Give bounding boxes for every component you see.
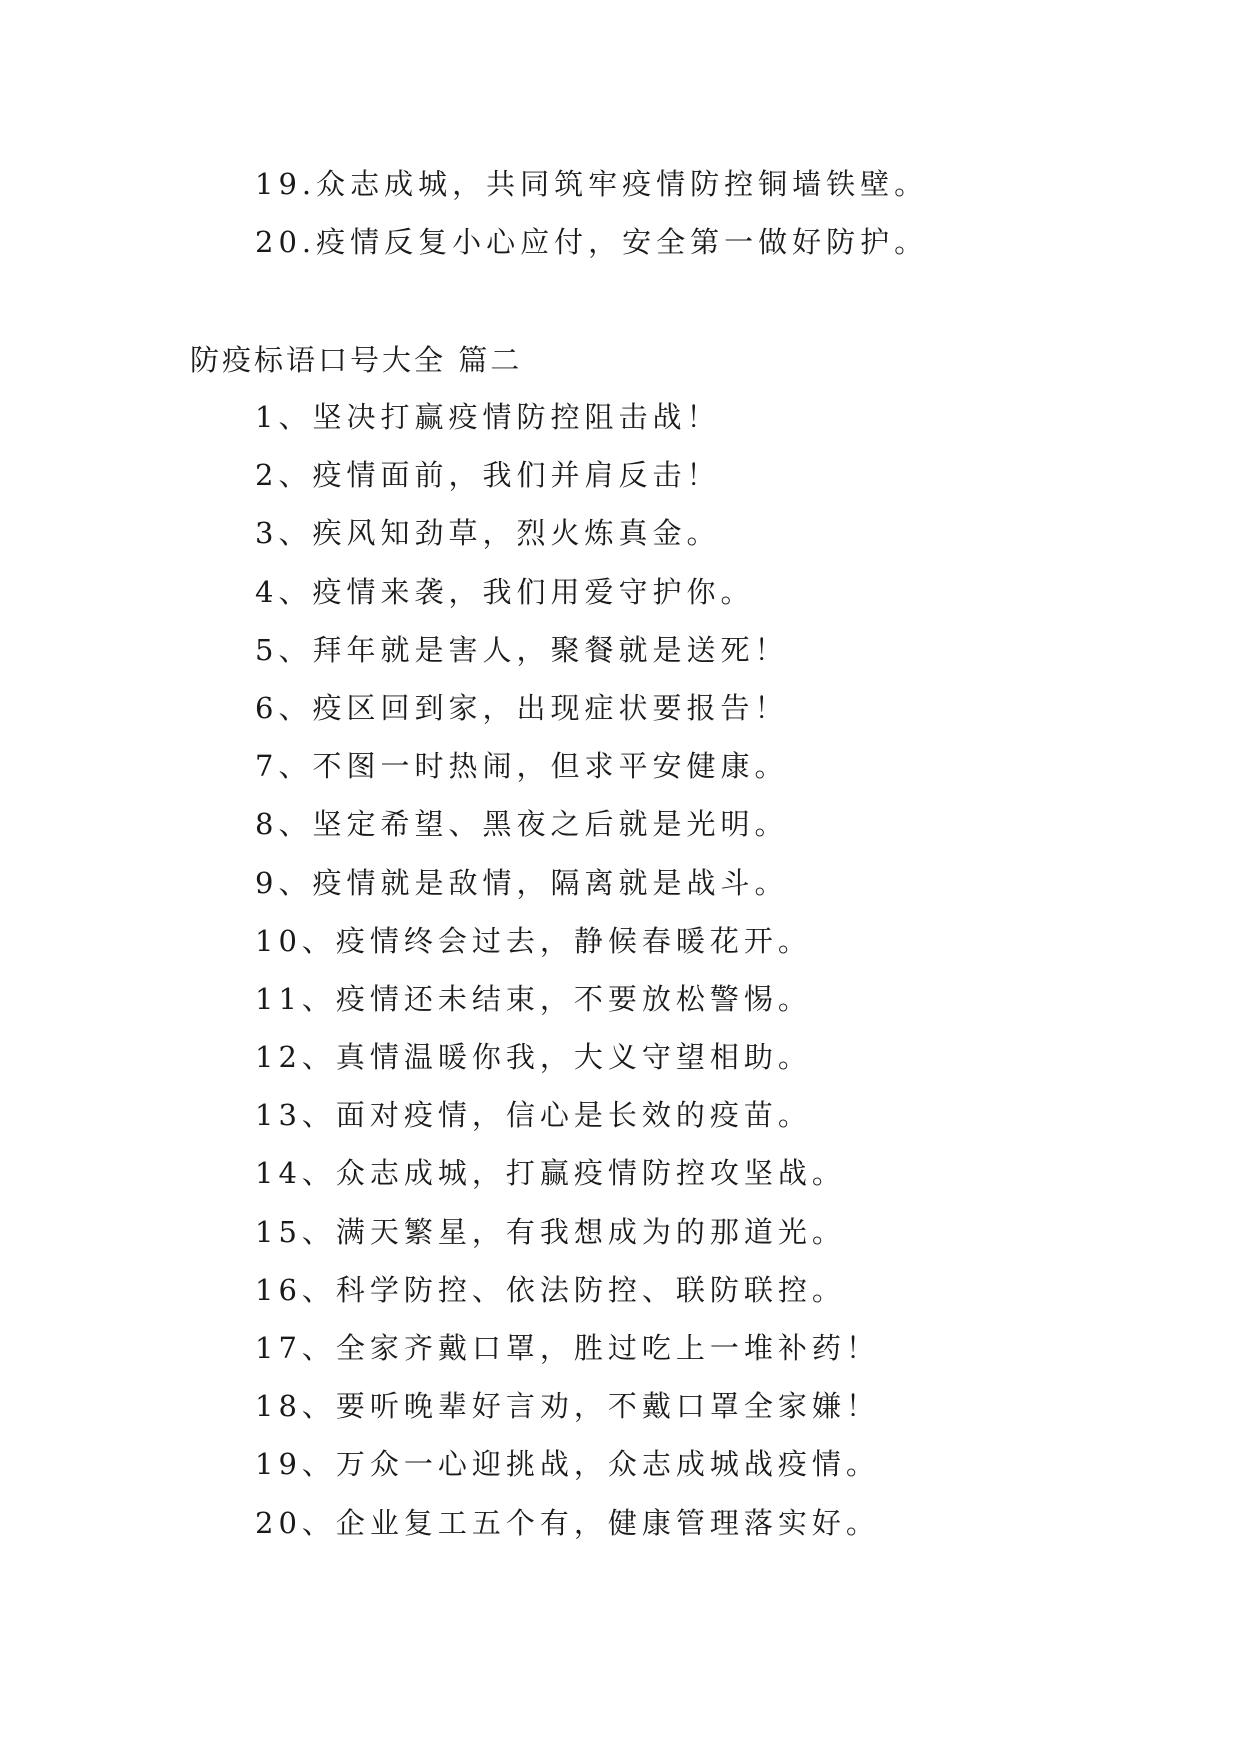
list-item: 4、疫情来袭，我们用爱守护你。: [255, 574, 755, 609]
list-item: 5、拜年就是害人，聚餐就是送死！: [255, 632, 789, 667]
list-item: 2、疫情面前，我们并肩反击！: [255, 458, 721, 493]
section-heading-block: [0, 342, 1241, 378]
list-item: 15、满天繁星，有我想成为的那道光。: [255, 1214, 846, 1249]
list-item: 9、疫情就是敌情，隔离就是战斗。: [255, 865, 789, 900]
list-item: 20.疫情反复小心应付，安全第一做好防护。: [255, 225, 929, 259]
list-item: 1、坚决打赢疫情防控阻击战！: [255, 400, 721, 434]
list-item: 12、真情温暖你我，大义守望相助。: [255, 1040, 812, 1075]
list-item: 14、众志成城，打赢疫情防控攻坚战。: [255, 1156, 846, 1191]
continued-list: [0, 166, 1241, 282]
list-item: 8、坚定希望、黑夜之后就是光明。: [255, 807, 789, 842]
slogan-list: [0, 399, 1241, 1563]
list-item: 3、疾风知劲草，烈火炼真金。: [255, 516, 721, 551]
list-item: 7、不图一时热闹，但求平安健康。: [255, 749, 789, 784]
list-item: 17、全家齐戴口罩，胜过吃上一堆补药！: [255, 1331, 880, 1365]
list-item: 20、企业复工五个有，健康管理落实好。: [255, 1505, 880, 1540]
list-item: 6、疫区回到家，出现症状要报告！: [255, 690, 789, 725]
section-heading: 防疫标语口号大全 篇二: [190, 343, 523, 377]
list-item: 16、科学防控、依法防控、联防联控。: [255, 1272, 846, 1307]
list-item: 11、疫情还未结束，不要放松警惕。: [255, 981, 812, 1016]
list-item: 19.众志成城，共同筑牢疫情防控铜墙铁壁。: [255, 167, 929, 201]
list-item: 19、万众一心迎挑战，众志成城战疫情。: [255, 1447, 880, 1482]
list-item: 13、面对疫情，信心是长效的疫苗。: [255, 1098, 812, 1133]
list-item: 10、疫情终会过去，静候春暖花开。: [255, 923, 812, 958]
list-item: 18、要听晚辈好言劝，不戴口罩全家嫌！: [255, 1389, 880, 1424]
